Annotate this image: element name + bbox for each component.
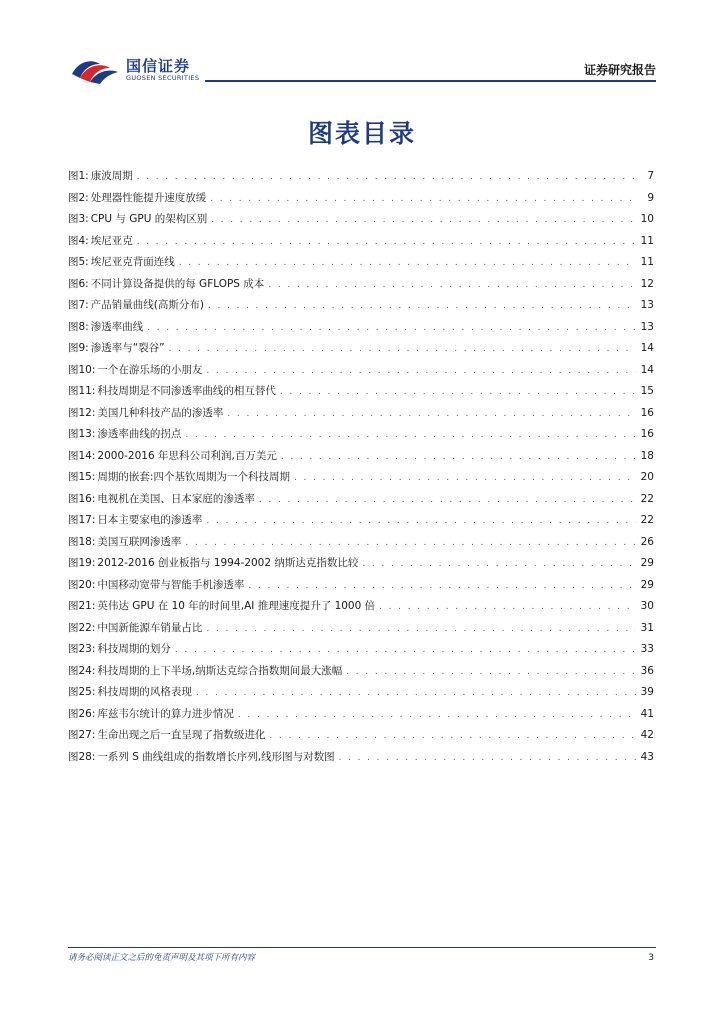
toc-entry-title: 生命出现之后一直呈现了指数级进化 <box>97 729 266 741</box>
toc-entry-title: 科技周期是不同渗透率曲线的相互替代 <box>97 385 276 397</box>
toc-entry-title: 科技周期的上下半场,纳斯达克综合指数期间最大涨幅 <box>97 664 343 677</box>
figure-list <box>68 168 654 770</box>
toc-entry[interactable] <box>68 555 654 577</box>
toc-entry[interactable] <box>68 469 654 491</box>
toc-dot-leader <box>294 473 636 483</box>
toc-entry-page: 41 <box>640 707 654 720</box>
toc-entry-label: 图10: <box>68 363 96 376</box>
toc-entry-label: 图28: <box>68 750 96 763</box>
toc-entry-page: 31 <box>640 621 654 634</box>
toc-entry-label: 图24: <box>68 664 96 677</box>
toc-entry-title: 美国互联网渗透率 <box>97 535 182 548</box>
toc-entry-label: 图22: <box>68 621 96 634</box>
toc-dot-leader <box>179 258 636 268</box>
header-divider <box>205 80 656 82</box>
toc-entry-page: 29 <box>640 578 654 591</box>
toc-dot-leader <box>206 624 636 634</box>
toc-entry-page: 11 <box>640 234 654 247</box>
toc-entry-title: 中国移动宽带与智能手机渗透率 <box>97 578 245 591</box>
toc-entry[interactable] <box>68 362 654 384</box>
toc-entry[interactable] <box>68 405 654 427</box>
toc-entry[interactable] <box>68 276 654 298</box>
toc-entry[interactable] <box>68 190 654 212</box>
toc-entry-page: 13 <box>640 320 654 333</box>
toc-dot-leader <box>208 301 636 311</box>
toc-entry[interactable] <box>68 383 654 405</box>
toc-entry-page: 7 <box>647 170 654 182</box>
toc-entry[interactable] <box>68 749 654 771</box>
toc-entry-page: 36 <box>640 664 654 677</box>
toc-entry-title: 康波周期 <box>90 170 133 182</box>
toc-dot-leader <box>379 602 636 612</box>
toc-entry-title: 2000-2016 年思科公司利润,百万美元 <box>97 449 277 462</box>
toc-entry-label: 图12: <box>68 406 96 419</box>
toc-entry-label: 图15: <box>68 471 96 483</box>
toc-entry-title: 不同计算设备提供的每 GFLOPS 成本 <box>90 277 265 290</box>
toc-dot-leader <box>196 688 636 698</box>
footer-divider <box>68 947 656 948</box>
toc-dot-leader <box>238 710 636 720</box>
toc-entry-page: 26 <box>640 535 654 548</box>
page-number: 3 <box>648 953 654 963</box>
toc-entry[interactable] <box>68 340 654 362</box>
toc-entry-label: 图3: <box>68 213 89 225</box>
toc-entry-page: 42 <box>640 729 654 741</box>
toc-entry[interactable] <box>68 254 654 276</box>
toc-entry-title: CPU 与 GPU 的架构区别 <box>90 213 208 225</box>
toc-entry-page: 39 <box>640 686 654 698</box>
toc-entry-title: 产品销量曲线(高斯分布) <box>90 299 204 311</box>
toc-entry-title: 电视机在美国、日本家庭的渗透率 <box>97 492 255 505</box>
toc-entry-title: 2012-2016 创业板指与 1994-2002 纳斯达克指数比较 <box>97 557 359 569</box>
report-type-label: 证券研究报告 <box>583 63 656 77</box>
toc-entry-label: 图27: <box>68 729 96 741</box>
toc-entry[interactable] <box>68 598 654 620</box>
toc-dot-leader <box>227 409 636 419</box>
toc-dot-leader <box>339 753 636 763</box>
toc-dot-leader <box>185 538 636 548</box>
toc-entry-title: 科技周期的划分 <box>97 643 171 655</box>
toc-entry-title: 一系列 S 曲线组成的指数增长序列,线形图与对数图 <box>97 750 335 763</box>
toc-dot-leader <box>137 237 636 247</box>
toc-entry-title: 渗透率曲线的拐点 <box>97 428 182 440</box>
toc-entry-title: 美国几种科技产品的渗透率 <box>97 406 224 419</box>
toc-entry-page: 13 <box>640 299 654 311</box>
toc-entry[interactable] <box>68 727 654 749</box>
toc-entry-label: 图26: <box>68 707 96 720</box>
toc-entry-page: 33 <box>640 643 654 655</box>
toc-entry-label: 图6: <box>68 277 89 290</box>
toc-dot-leader <box>137 172 636 182</box>
toc-entry[interactable] <box>68 620 654 642</box>
toc-entry[interactable] <box>68 319 654 341</box>
toc-entry-title: 科技周期的风格表现 <box>97 686 192 698</box>
toc-dot-leader <box>210 194 636 204</box>
toc-dot-leader <box>248 581 636 591</box>
toc-entry-label: 图14: <box>68 449 96 462</box>
toc-entry-page: 20 <box>640 471 654 483</box>
toc-entry-label: 图17: <box>68 514 96 526</box>
toc-entry-title: 库兹韦尔统计的算力进步情况 <box>97 707 234 720</box>
toc-entry-label: 图2: <box>68 191 89 204</box>
toc-entry-label: 图23: <box>68 643 96 655</box>
toc-dot-leader <box>268 280 636 290</box>
toc-dot-leader <box>206 366 636 376</box>
guosen-logo <box>70 52 220 86</box>
toc-entry-title: 处理器性能提升速度放缓 <box>90 191 207 204</box>
toc-dot-leader <box>211 215 636 225</box>
toc-entry-label: 图7: <box>68 299 89 311</box>
toc-entry[interactable] <box>68 491 654 513</box>
toc-entry-page: 30 <box>640 600 654 612</box>
toc-entry-label: 图21: <box>68 600 96 612</box>
toc-dot-leader <box>169 344 636 354</box>
toc-dot-leader <box>346 667 636 677</box>
toc-entry[interactable] <box>68 426 654 448</box>
logo-name-cn: 国信证券 <box>126 57 191 75</box>
toc-dot-leader <box>259 495 636 505</box>
toc-entry[interactable] <box>68 448 654 470</box>
toc-entry[interactable] <box>68 577 654 599</box>
toc-entry-page: 11 <box>640 256 654 268</box>
toc-entry-page: 12 <box>640 277 654 290</box>
toc-entry-page: 43 <box>640 750 654 763</box>
toc-entry-page: 16 <box>640 428 654 440</box>
toc-entry-label: 图25: <box>68 686 96 698</box>
toc-entry[interactable] <box>68 297 654 319</box>
toc-dot-leader <box>147 323 636 333</box>
toc-entry-title: 英伟达 GPU 在 10 年的时间里,AI 推理速度提升了 1000 倍 <box>97 600 376 612</box>
toc-entry-title: 日本主要家电的渗透率 <box>97 514 203 526</box>
toc-dot-leader <box>362 559 636 569</box>
toc-entry-title: 埃尼亚克 <box>90 234 133 247</box>
toc-entry-page: 14 <box>640 363 654 376</box>
toc-entry-page: 10 <box>640 213 654 225</box>
logo-mark-icon <box>70 52 122 86</box>
toc-entry-page: 9 <box>647 191 654 204</box>
toc-entry-title: 一个在游乐场的小朋友 <box>97 363 203 376</box>
toc-entry-label: 图13: <box>68 428 96 440</box>
toc-entry[interactable] <box>68 534 654 556</box>
toc-entry[interactable] <box>68 211 654 233</box>
toc-entry-label: 图4: <box>68 234 89 247</box>
toc-entry[interactable] <box>68 233 654 255</box>
toc-entry-label: 图1: <box>68 170 89 182</box>
footer-disclaimer: 请务必阅读正文之后的免责声明及其项下所有内容 <box>68 953 256 963</box>
toc-dot-leader <box>269 731 636 741</box>
toc-entry[interactable] <box>68 512 654 534</box>
logo-name-en: GUOSEN SECURITIES <box>126 74 200 82</box>
toc-entry-page: 14 <box>640 342 654 354</box>
toc-dot-leader <box>280 387 636 397</box>
toc-entry[interactable] <box>68 168 654 190</box>
toc-entry-page: 16 <box>640 406 654 419</box>
toc-entry-label: 图16: <box>68 492 96 505</box>
toc-entry-label: 图9: <box>68 342 89 354</box>
toc-entry[interactable] <box>68 706 654 728</box>
toc-dot-leader <box>281 452 636 462</box>
toc-entry-page: 22 <box>640 514 654 526</box>
toc-dot-leader <box>206 516 636 526</box>
toc-entry-title: 渗透率与“裂谷” <box>90 342 165 354</box>
toc-entry-title: 中国新能源车销量占比 <box>97 621 203 634</box>
toc-dot-leader <box>175 645 636 655</box>
toc-entry[interactable] <box>68 641 654 663</box>
toc-entry-label: 图19: <box>68 557 96 569</box>
toc-entry[interactable] <box>68 663 654 685</box>
toc-dot-leader <box>185 430 636 440</box>
toc-entry-label: 图11: <box>68 385 96 397</box>
toc-entry-page: 18 <box>640 449 654 462</box>
page-title: 图表目录 <box>307 119 416 148</box>
toc-entry-page: 22 <box>640 492 654 505</box>
toc-entry-label: 图20: <box>68 578 96 591</box>
toc-entry-title: 埃尼亚克背面连线 <box>90 256 175 268</box>
toc-entry-page: 15 <box>640 385 654 397</box>
toc-entry[interactable] <box>68 684 654 706</box>
toc-entry-label: 图8: <box>68 320 89 333</box>
toc-entry-title: 周期的嵌套:四个基钦周期为一个科技周期 <box>97 471 290 483</box>
toc-entry-label: 图18: <box>68 535 96 548</box>
toc-entry-title: 渗透率曲线 <box>90 320 144 333</box>
toc-entry-label: 图5: <box>68 256 89 268</box>
toc-entry-page: 29 <box>640 557 654 569</box>
